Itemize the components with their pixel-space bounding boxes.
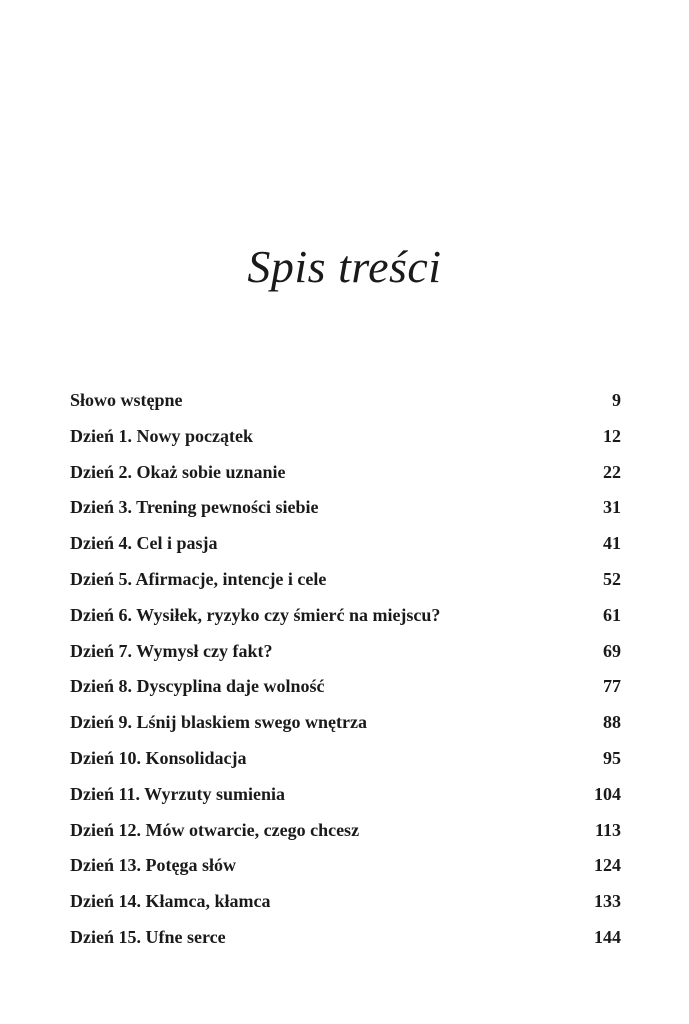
toc-entry	[70, 784, 621, 820]
toc-entry-title: Dzień 12. Mów otwarcie, czego chcesz	[70, 819, 360, 840]
toc-entry	[70, 497, 621, 533]
toc-entry-title: Dzień 2. Okaż sobie uznanie	[70, 461, 286, 482]
toc-entry	[70, 891, 621, 927]
toc-entry-page: 104	[594, 783, 621, 804]
toc-entry-page: 95	[603, 747, 621, 768]
toc-entry	[70, 927, 621, 963]
toc-entry-page: 69	[603, 640, 621, 661]
toc-entry-title: Dzień 4. Cel i pasja	[70, 533, 218, 554]
toc-entry	[70, 533, 621, 569]
toc-entry-title: Dzień 15. Ufne serce	[70, 926, 226, 947]
table-of-contents	[70, 390, 621, 963]
toc-entry-title: Dzień 11. Wyrzuty sumienia	[70, 783, 285, 804]
toc-entry-title: Dzień 10. Konsolidacja	[70, 747, 247, 768]
toc-entry-page: 41	[603, 533, 621, 554]
toc-entry	[70, 712, 621, 748]
toc-entry-title: Dzień 1. Nowy początek	[70, 425, 253, 446]
toc-entry-page: 124	[594, 855, 621, 876]
toc-entry-title: Dzień 5. Afirmacje, intencje i cele	[70, 568, 327, 589]
toc-entry-page: 144	[594, 926, 621, 947]
toc-entry	[70, 820, 621, 856]
toc-entry-page: 77	[603, 676, 621, 697]
toc-entry	[70, 748, 621, 784]
toc-entry-page: 61	[603, 604, 621, 625]
toc-entry-title: Dzień 14. Kłamca, kłamca	[70, 891, 271, 912]
toc-entry	[70, 462, 621, 498]
toc-entry-title: Dzień 13. Potęga słów	[70, 855, 236, 876]
toc-entry	[70, 641, 621, 677]
toc-entry-title: Dzień 6. Wysiłek, ryzyko czy śmierć na miejscu?	[70, 604, 441, 625]
toc-entry	[70, 676, 621, 712]
toc-entry-page: 12	[603, 425, 621, 446]
toc-entry-page: 88	[603, 712, 621, 733]
toc-entry	[70, 569, 621, 605]
toc-entry-page: 22	[603, 461, 621, 482]
toc-entry-title: Słowo wstępne	[70, 390, 183, 410]
toc-entry-page: 31	[603, 497, 621, 518]
toc-entry-title: Dzień 8. Dyscyplina daje wolność	[70, 676, 325, 697]
toc-entry-page: 9	[612, 390, 621, 410]
toc-entry-page: 133	[594, 891, 621, 912]
toc-entry	[70, 390, 621, 426]
toc-entry-page: 52	[603, 568, 621, 589]
toc-entry-title: Dzień 7. Wymysł czy fakt?	[70, 640, 273, 661]
toc-entry	[70, 426, 621, 462]
toc-entry-page: 113	[594, 819, 621, 840]
toc-entry	[70, 855, 621, 891]
toc-entry-title: Dzień 9. Lśnij blaskiem swego wnętrza	[70, 712, 367, 733]
page-title: Spis treści	[247, 241, 442, 292]
toc-entry	[70, 605, 621, 641]
toc-entry-title: Dzień 3. Trening pewności siebie	[70, 497, 319, 518]
